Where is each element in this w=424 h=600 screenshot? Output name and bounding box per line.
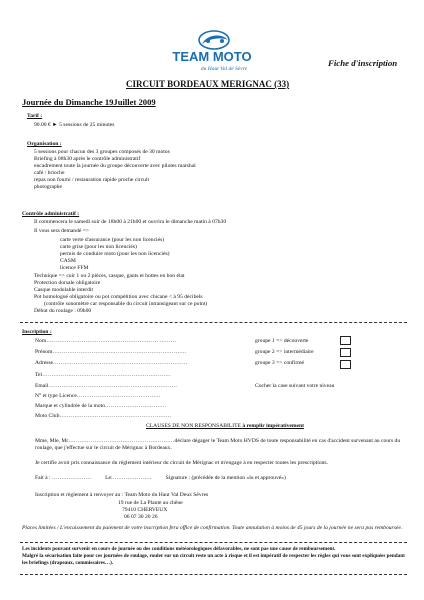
groupe-3-option[interactable]: groupe 3 => confirmé bbox=[255, 360, 305, 366]
niveau-note: Cocher la case suivant votre niveau bbox=[255, 383, 335, 389]
document-item: CASM bbox=[60, 258, 76, 265]
clauses-title: CLAUSES DE NON RESPONSABILITE bbox=[146, 423, 241, 429]
documents-list bbox=[60, 237, 170, 272]
equipment-item: Début du roulage : 09h00 bbox=[34, 308, 92, 315]
organisation-heading: Organisation : bbox=[27, 141, 62, 147]
address-line: 19 rue de La Plante au chêne bbox=[118, 500, 183, 506]
envoi-address bbox=[118, 500, 183, 521]
organisation-item: café / brioche bbox=[34, 170, 65, 177]
controle-demande: Il vous sera demandé => bbox=[34, 228, 90, 234]
footer-line-2: Malgré la sécurisation faite pour ces journées de roulage, rouler sur un circuit reste un acte à risque et il est impératif de respecter les règles qui vous sont expliquées pendant les briefings (drapeaux, commissaires…). bbox=[22, 552, 405, 566]
adresse-field[interactable]: Adresse……………………………………………………………… bbox=[35, 360, 188, 366]
equipment-item: Pot homologué obligatoire ou pot compétition avec chicane < à 95 décibels bbox=[34, 294, 203, 301]
envoi-intro: Inscription et règlement à renvoyer au : Team Moto du Haut Val Deux Sèvres bbox=[35, 492, 209, 498]
clauses-heading bbox=[146, 423, 304, 430]
inscription-heading: Inscription : bbox=[22, 329, 52, 335]
groupe-1-checkbox[interactable] bbox=[340, 336, 351, 345]
clauses-certification: Je certifie avoir pris connaissance du règlement intérieur du circuit de Mérignac et m'engage à en respecter toutes les prescriptions. bbox=[35, 460, 329, 466]
address-line: 06 07 30 20 26 bbox=[124, 514, 158, 521]
document-item: licence FFM bbox=[60, 265, 89, 272]
section-divider bbox=[20, 322, 407, 323]
logo-graphic bbox=[162, 26, 262, 76]
form-title: Fiche d'inscription bbox=[328, 58, 398, 68]
logo-name: TEAM MOTO bbox=[172, 49, 252, 64]
tarif-heading: Tarif : bbox=[27, 113, 43, 119]
places-limitees: Places limitées / L'encaissement du paiement de votre inscription fera office de confirmation. Toute annulation à moins de 45 jours de la journée ne sera pas remboursée. bbox=[22, 525, 403, 531]
groupe-2-option[interactable]: groupe 2 => intermédiaire bbox=[255, 349, 314, 355]
licence-field[interactable]: N° et type Licence……………………………………… bbox=[35, 393, 161, 399]
document-item: permis de conduire moto (pour les non licenciés) bbox=[60, 251, 170, 258]
email-field[interactable]: Email…………………………………………………………… bbox=[35, 383, 178, 389]
equipment-item: Protection dorsale obligatoire bbox=[34, 280, 101, 287]
club-field[interactable]: Moto Club…………………………………………………… bbox=[35, 413, 172, 419]
footer-divider-top bbox=[20, 542, 407, 543]
groupe-1-option[interactable]: groupe 1 => découverte bbox=[255, 338, 309, 344]
signature-line[interactable]: Fait à : ………………… Le:………………… Signature : (précédée de la mention «lu et approuvé») bbox=[35, 475, 286, 481]
tarif-line: 90.00 € ► 5 sessions de 25 minutes bbox=[34, 122, 115, 128]
equipment-item: (contrôle sonomètre car responsable du circuit intransigeant sur ce point) bbox=[44, 301, 208, 308]
team-moto-logo bbox=[162, 26, 262, 76]
equipment-item: Casque modulable interdit bbox=[34, 287, 94, 294]
organisation-list bbox=[34, 149, 196, 192]
equipment-item: Technique => cuir 1 ou 2 pièces, casque, gants et bottes en bon état bbox=[34, 273, 185, 279]
document-item: carte verte d'assurance (pour les non licenciés) bbox=[60, 237, 165, 243]
organisation-item: Briefing à 08h30 après le contrôle administratif bbox=[34, 156, 141, 163]
event-date: Journée du Dimanche 19Juillet 2009 bbox=[22, 97, 156, 107]
organisation-item: 5 sessions pour chacun des 3 groupes composés de 30 motos bbox=[34, 149, 170, 155]
controle-opening: Il commencera le samedi soir de 18h00 à 21h00 et ouvrira le dimanche matin à 07h30 bbox=[34, 219, 227, 225]
controle-heading: Contrôle administratif : bbox=[22, 211, 80, 217]
organisation-item: photographe bbox=[34, 184, 62, 191]
organisation-item: repas non fourni / restauration rapide proche circuit bbox=[34, 177, 150, 184]
logo-tagline: du Haut Val de Sèvre bbox=[200, 66, 248, 72]
prenom-field[interactable]: Prénom……………………………………………………………… bbox=[35, 349, 187, 355]
clauses-declaration: Mme, Mle, Mr…………………………………………………déclare dégager le Team Moto HVDS de toute responsabilité en cas d'accident survenant au cours du roulage, que j'effectue sur le circuit de Mérignac à Bordeaux. bbox=[35, 438, 401, 452]
groupe-3-checkbox[interactable] bbox=[340, 360, 351, 369]
organisation-item: encadrement toute la journée du groupe découverte avec pilotes marshal bbox=[34, 163, 196, 170]
footer-divider-bottom bbox=[20, 574, 407, 575]
groupe-2-checkbox[interactable] bbox=[340, 348, 351, 357]
document-item: carte grise (pour les non licenciés) bbox=[60, 244, 137, 251]
clauses-title-suffix: à remplir impérativement bbox=[240, 423, 304, 429]
address-line: 79410 CHERVEUX bbox=[122, 507, 168, 514]
moto-field[interactable]: Marque et cylindrée de la moto…………………………… bbox=[35, 403, 167, 409]
equipment-list bbox=[34, 273, 207, 316]
footer-line-1: Les incidents pouvant survenir en cours de journée ou des conditions météorologiques défavorables, ne sont pas une cause de remboursement. bbox=[22, 546, 336, 552]
circuit-title: CIRCUIT BORDEAUX MERIGNAC (33) bbox=[126, 79, 290, 89]
tel-field[interactable]: Tel…………………………………………………………… bbox=[35, 372, 171, 378]
nom-field[interactable]: Nom…………………………………………………… ……… bbox=[35, 338, 177, 344]
footer-notice bbox=[22, 546, 410, 566]
